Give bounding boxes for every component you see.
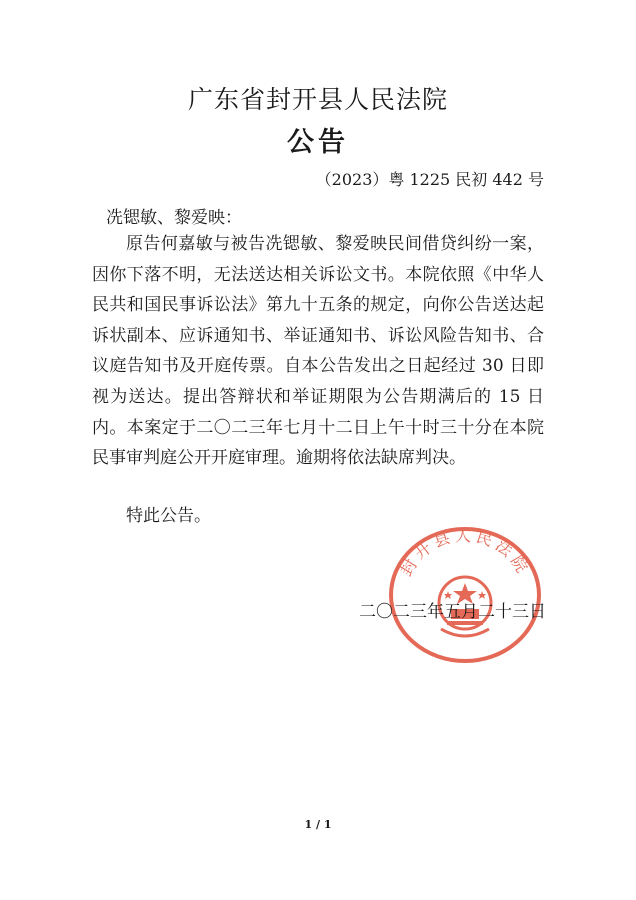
page-indicator: 1 / 1 [304, 818, 332, 831]
notice-body: 原告何嘉敏与被告冼锶敏、黎爱映民间借贷纠纷一案，因你下落不明，无法送达相关诉讼文书。本院依照《中华人民共和国民事诉讼法》第九十五条的规定，向你公告送达起诉状副本、应诉通知书、举证通知书、诉讼风险告知书、合议庭告知书及开庭传票。自本公告发出之日起经过 30 日即视为送达。提出答辩状和举证期限为公告期满后的 15 日内。本案定于二〇二三年七月十二日上午十时三十分在本院民事审判庭公开开庭审理。逾期将依法缺席判决。 [92, 234, 544, 469]
case-number: （2023）粤 1225 民初 442 号 [315, 170, 544, 189]
court-seal [385, 525, 545, 665]
seal-text: 封开县人民法院 [396, 526, 534, 580]
closing-statement: 特此公告。 [126, 506, 211, 526]
svg-text:封开县人民法院 [396, 526, 533, 579]
notice-date: 二〇二三年五月二十三日 [359, 602, 546, 622]
addressee: 冼锶敏、黎爱映： [106, 208, 242, 228]
page-title: 公告 [287, 127, 349, 158]
court-name: 广东省封开县人民法院 [187, 85, 448, 114]
